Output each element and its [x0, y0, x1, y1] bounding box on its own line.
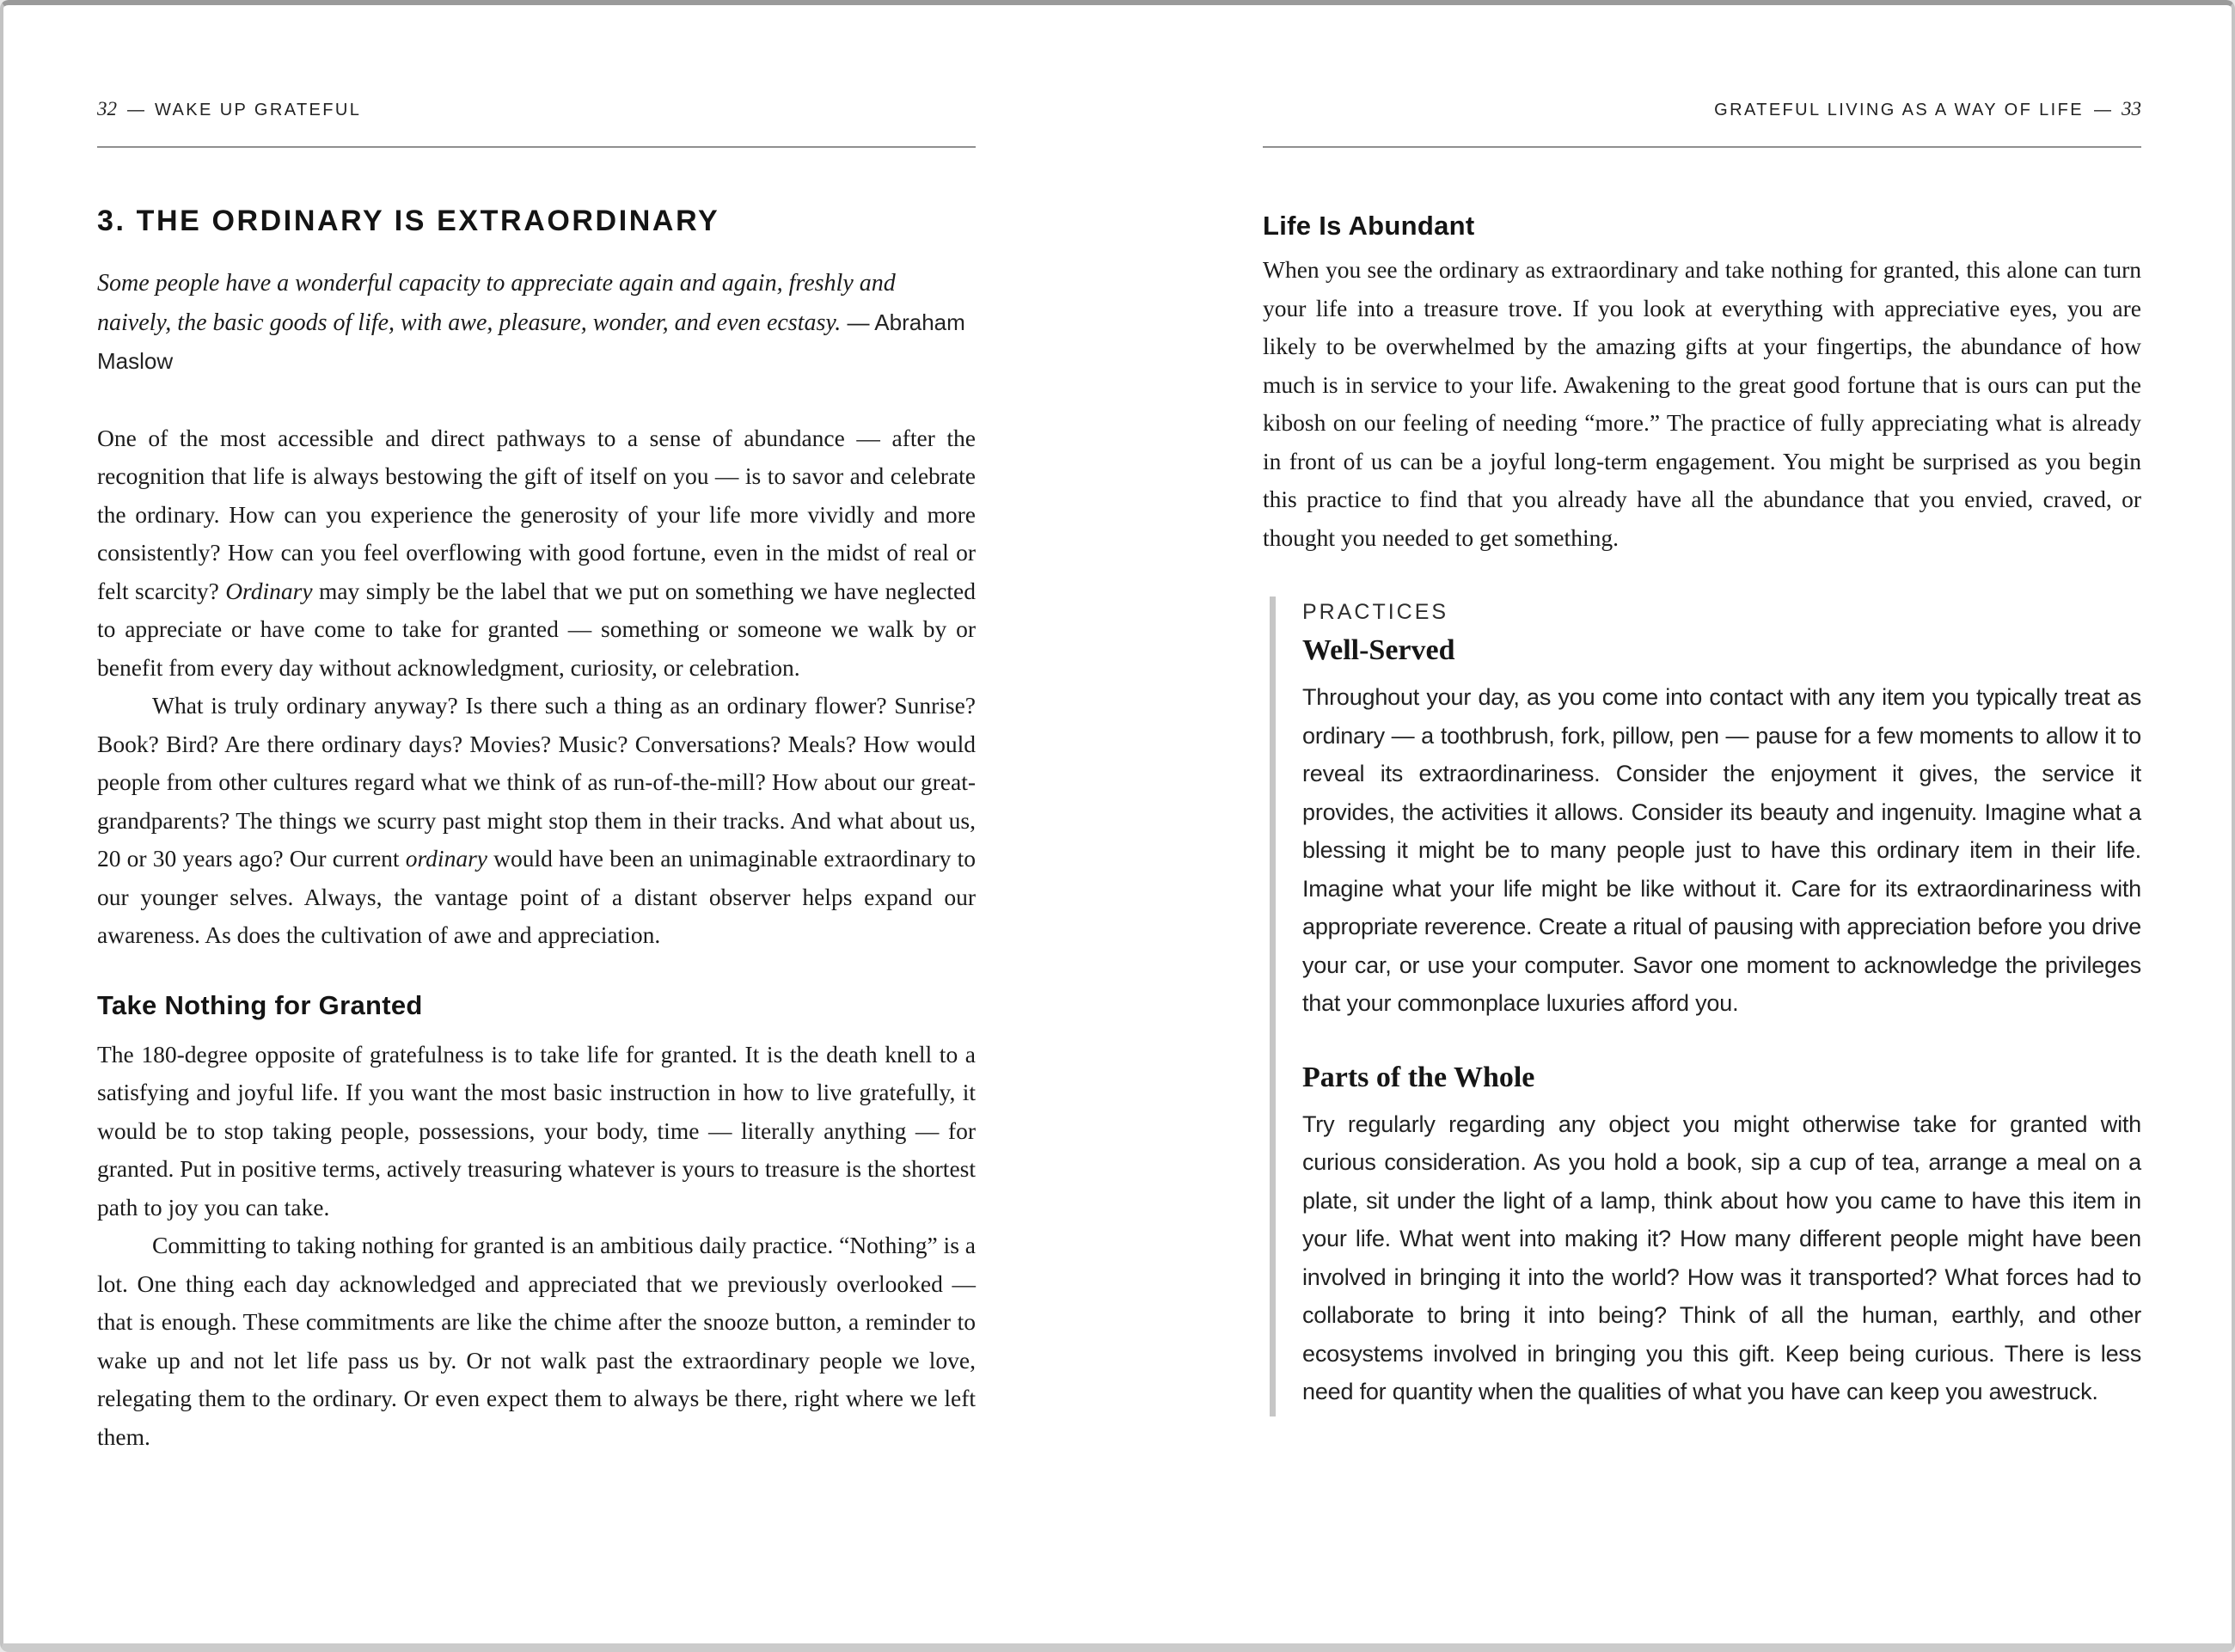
right-body	[1263, 210, 2141, 557]
practices-label: PRACTICES	[1302, 600, 1449, 624]
section-heading-life-abundant: Life Is Abundant	[1263, 211, 1475, 241]
right-running-title: GRATEFUL LIVING AS A WAY OF LIFE	[1714, 101, 2084, 119]
right-running-header	[1263, 98, 2141, 148]
practice-parts-of-whole	[1302, 1061, 2141, 1411]
paragraph: One of the most accessible and direct pathways to a sense of abundance — after the recognition that life is always bestowing the gift of itself on you — is to savor and celebrate the ordinary. How can you experience the generosity of your life more vividly and more consistently? How can you feel overflowing with good fortune, even in the midst of real or felt scarcity? Ordinary may simply be the label that we put on something we have neglected to appreciate or have come to take for granted — something or someone we walk by or benefit from every day without acknowledgment, curiosity, or celebration.	[97, 424, 976, 681]
right-page-number: 33	[2122, 98, 2141, 119]
page-right	[1263, 5, 2141, 1416]
practice-well-served	[1302, 633, 2141, 1023]
paragraph: The 180-degree opposite of gratefulness is to take life for granted. It is the death knell to a satisfying and joyful life. If you want the most basic instruction in how to live gratefully, it would be to stop taking people, possessions, your body, time — literally anything — for granted. Put in positive terms, actively treasuring whatever is yours to treasure is the shortest path to joy you can take.	[97, 1040, 976, 1221]
paragraph: What is truly ordinary anyway? Is there such a thing as an ordinary flower? Sunrise? Book? Bird? Are there ordinary days? Movies? Music? Conversations? Meals? How would people from other cultures regard what we think of as run-of-the-mill? How about our great-grandparents? The things we scurry past might stop them in their tracks. And what about us, 20 or 30 years ago? Our current ordinary would have been an unimaginable extraordinary to our younger selves. Always, the vantage point of a distant observer helps expand our awareness. As does the cultivation of awe and appreciation.	[97, 692, 976, 948]
practices-block	[1270, 597, 2141, 1416]
left-body	[97, 419, 976, 1457]
right-header-dash: —	[2094, 101, 2111, 119]
left-page-number: 32	[97, 98, 117, 119]
practice-body: Try regularly regarding any object you might otherwise take for granted with curious consideration. As you hold a book, sip a cup of tea, arrange a meal on a plate, sit under the light of a lamp, think about how you came to have this item in your life. What went into making it? How many different people might have been involved in bringing it into the world? How was it transported? What forces had to collaborate to bring it into being? Think of all the human, earthly, and other ecosystems involved in bringing you this gift. Keep being curious. There is less need for quantity when the qualities of what you have can keep you awestruck.	[1302, 1111, 2141, 1404]
practice-title: Parts of the Whole	[1302, 1061, 1535, 1093]
practice-body: Throughout your day, as you come into contact with any item you typically treat as ordinary — a toothbrush, fork, pillow, pen — pause for a few moments to allow it to reveal its extraordinariness. Consider the enjoyment it gives, the service it provides, the activities it allows. Consider its beauty and ingenuity. Imagine what a blessing it might be to many people just to have this ordinary item in their life. Imagine what your life might be like without it. Care for its extraordinariness with appropriate reverence. Create a ritual of pausing with appreciation before you drive your car, or use your computer. Savor one moment to acknowledge the privileges that your commonplace luxuries afford you.	[1302, 684, 2141, 1016]
left-running-title: WAKE UP GRATEFUL	[155, 101, 362, 119]
epigraph: Some people have a wonderful capacity to appreciate again and again, freshly and naively, the basic goods of life, with awe, pleasure, wonder, and even ecstasy. — Abraham Maslow	[97, 270, 965, 374]
chapter-title: 3. THE ORDINARY IS EXTRAORDINARY	[97, 205, 720, 237]
paragraph: Committing to taking nothing for granted is an ambitious daily practice. “Nothing” is a lot. One thing each day acknowledged and appreciated that we previously overlooked — that is enough. These commitments are like the chime after the snooze button, a reminder to wake up and not let life pass us by. Or not walk past the extraordinary people we love, relegating them to the ordinary. Or even expect them to always be there, right where we left them.	[97, 1232, 976, 1450]
practice-title: Well-Served	[1302, 634, 1455, 666]
section-heading-take-nothing: Take Nothing for Granted	[97, 989, 423, 1020]
page-left	[97, 5, 976, 1456]
left-running-header	[97, 98, 976, 148]
paragraph: When you see the ordinary as extraordinary and take nothing for granted, this alone can turn your life into a treasure trove. If you look at everything with appreciative eyes, you are likely to be overwhelmed by the amazing gifts at your fingertips, the abundance of how much is in service to your life. Awakening to the great good fortune that is ours can put the kibosh on our feeling of needing “more.” The practice of fully appreciating what is already in front of us can be a joyful long-term engagement. You might be surprised as you begin this practice to find that you already have all the abundance that you envied, craved, or thought you needed to get something.	[1263, 256, 2141, 551]
left-header-dash: —	[127, 101, 144, 119]
